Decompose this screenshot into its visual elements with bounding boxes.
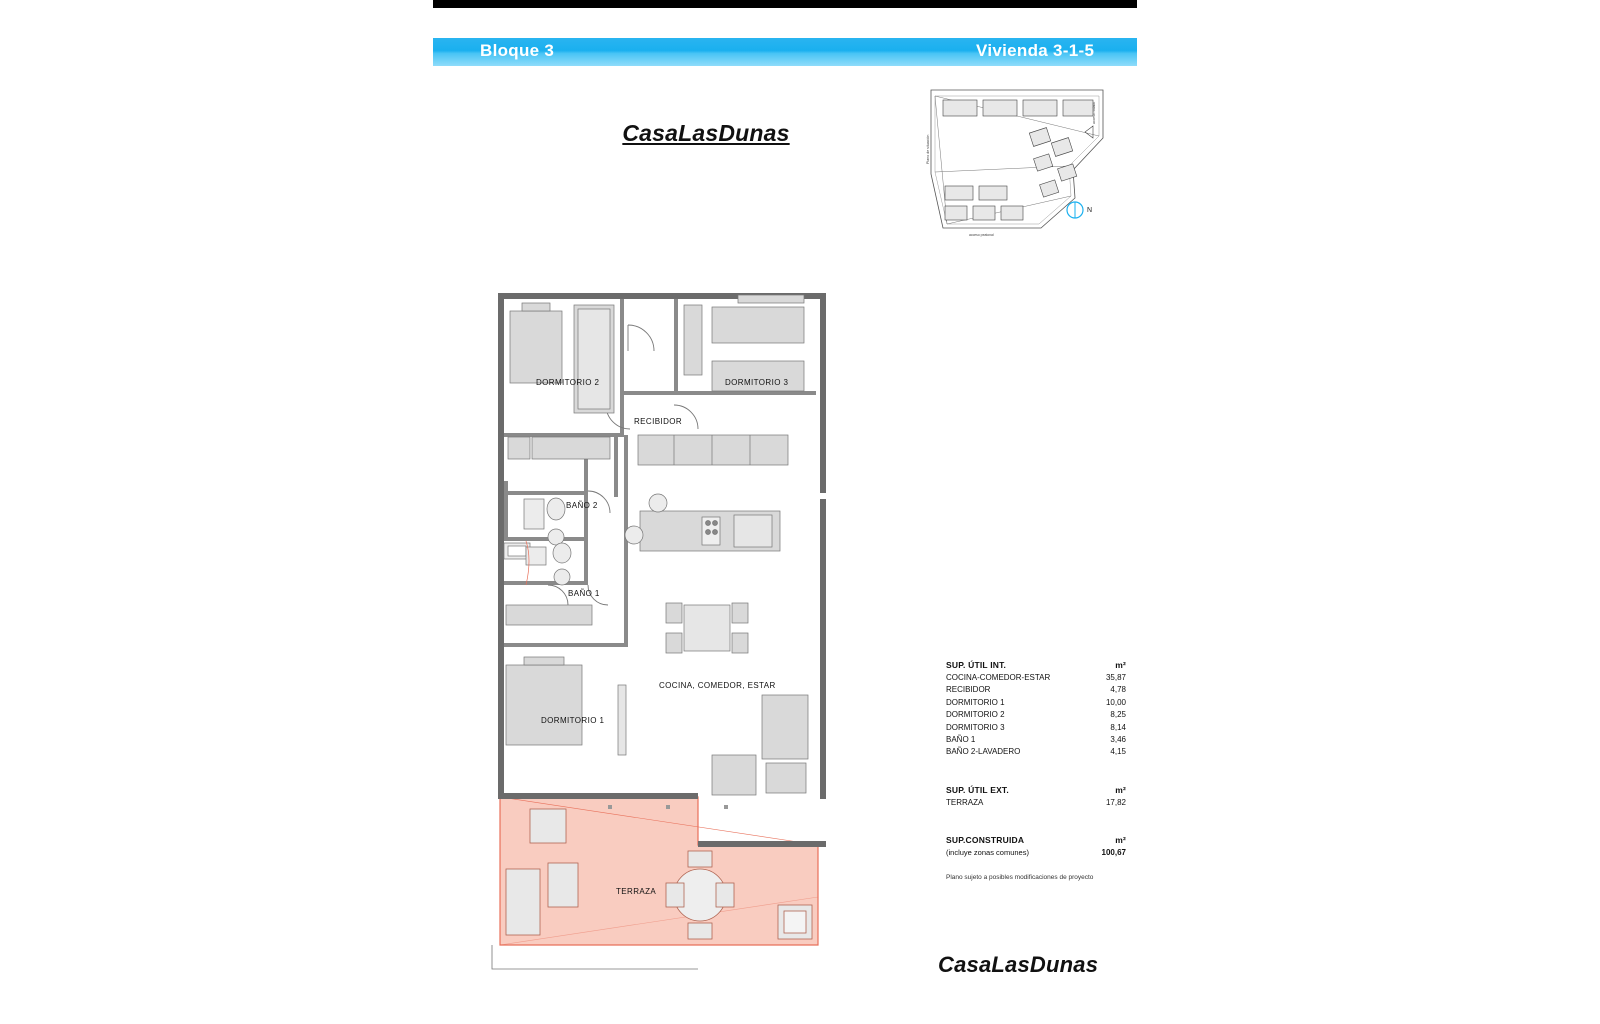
svg-text:acceso peatonal: acceso peatonal xyxy=(969,233,994,237)
areas-interior-unit: m² xyxy=(1115,660,1126,670)
areas-row-value: 3,46 xyxy=(1110,734,1126,744)
areas-row-label: DORMITORIO 2 xyxy=(946,710,1005,720)
areas-row xyxy=(946,684,1126,696)
room-label-cocina-comedor-estar: COCINA, COMEDOR, ESTAR xyxy=(659,681,776,690)
areas-row xyxy=(946,722,1126,734)
brand-title: CasaLasDunas xyxy=(622,120,790,146)
areas-row xyxy=(946,847,1126,859)
areas-built-group xyxy=(946,835,1126,859)
areas-row-label: BAÑO 2-LAVADERO xyxy=(946,747,1021,757)
top-black-bar xyxy=(433,0,1137,8)
room-label-dormitorio-1: DORMITORIO 1 xyxy=(541,716,605,725)
room-label-dormitorio-3: DORMITORIO 3 xyxy=(725,378,789,387)
areas-row-value: 8,25 xyxy=(1110,710,1126,720)
areas-exterior-title: SUP. ÚTIL EXT. xyxy=(946,784,1009,795)
svg-text:Plano de situación: Plano de situación xyxy=(926,134,930,164)
brand-footer: CasaLasDunas xyxy=(938,952,1099,977)
areas-row-value: 4,15 xyxy=(1110,747,1126,757)
areas-built-header xyxy=(946,835,1126,845)
areas-row-value: 35,87 xyxy=(1105,673,1126,682)
areas-row xyxy=(946,697,1126,709)
header-band xyxy=(433,38,1137,66)
areas-interior-header xyxy=(946,660,1126,670)
areas-row-value: 8,14 xyxy=(1110,722,1126,732)
areas-exterior-group xyxy=(946,785,1126,809)
areas-row xyxy=(946,797,1126,809)
areas-row-label: BAÑO 1 xyxy=(946,734,976,744)
floor-plan xyxy=(488,285,908,965)
areas-row-label: TERRAZA xyxy=(946,797,984,807)
areas-row xyxy=(946,734,1126,746)
areas-exterior-unit: m² xyxy=(1115,784,1126,795)
areas-row-value: 4,78 xyxy=(1110,685,1126,695)
areas-row-label: RECIBIDOR xyxy=(946,685,991,695)
areas-row-value: 10,00 xyxy=(1105,697,1126,707)
areas-table xyxy=(946,660,1126,881)
areas-interior-title: SUP. ÚTIL INT. xyxy=(946,660,1007,670)
block-label: Bloque 3 xyxy=(480,41,555,60)
areas-built-title: SUP.CONSTRUIDA xyxy=(946,835,1025,846)
room-label-dormitorio-2: DORMITORIO 2 xyxy=(536,378,600,387)
svg-text:acceso rodado: acceso rodado xyxy=(1092,101,1096,124)
room-label-bano-2: BAÑO 2 xyxy=(566,501,598,510)
areas-row-label: COCINA-COMEDOR-ESTAR xyxy=(946,673,1051,682)
site-key-map xyxy=(923,78,1113,243)
areas-footnote: Plano sujeto a posibles modificaciones de proyecto xyxy=(946,873,1094,881)
room-label-recibidor: RECIBIDOR xyxy=(634,417,683,426)
areas-row xyxy=(946,709,1126,721)
areas-interior-group xyxy=(946,660,1126,759)
unit-label: Vivienda 3-1-5 xyxy=(976,41,1095,60)
areas-built-value: 100,67 xyxy=(1101,848,1126,858)
plan-sheet xyxy=(433,0,1137,1024)
svg-text:N: N xyxy=(1087,207,1093,214)
room-label-terraza: TERRAZA xyxy=(616,887,657,896)
areas-row xyxy=(946,672,1126,684)
areas-built-unit: m² xyxy=(1115,835,1126,846)
areas-row xyxy=(946,746,1126,758)
areas-row-label: DORMITORIO 1 xyxy=(946,697,1005,707)
areas-row-value: 17,82 xyxy=(1105,797,1126,807)
areas-row-label: DORMITORIO 3 xyxy=(946,722,1005,732)
room-label-bano-1: BAÑO 1 xyxy=(568,589,600,598)
areas-built-note: (incluye zonas comunes) xyxy=(946,848,1029,858)
areas-exterior-header xyxy=(946,785,1126,795)
